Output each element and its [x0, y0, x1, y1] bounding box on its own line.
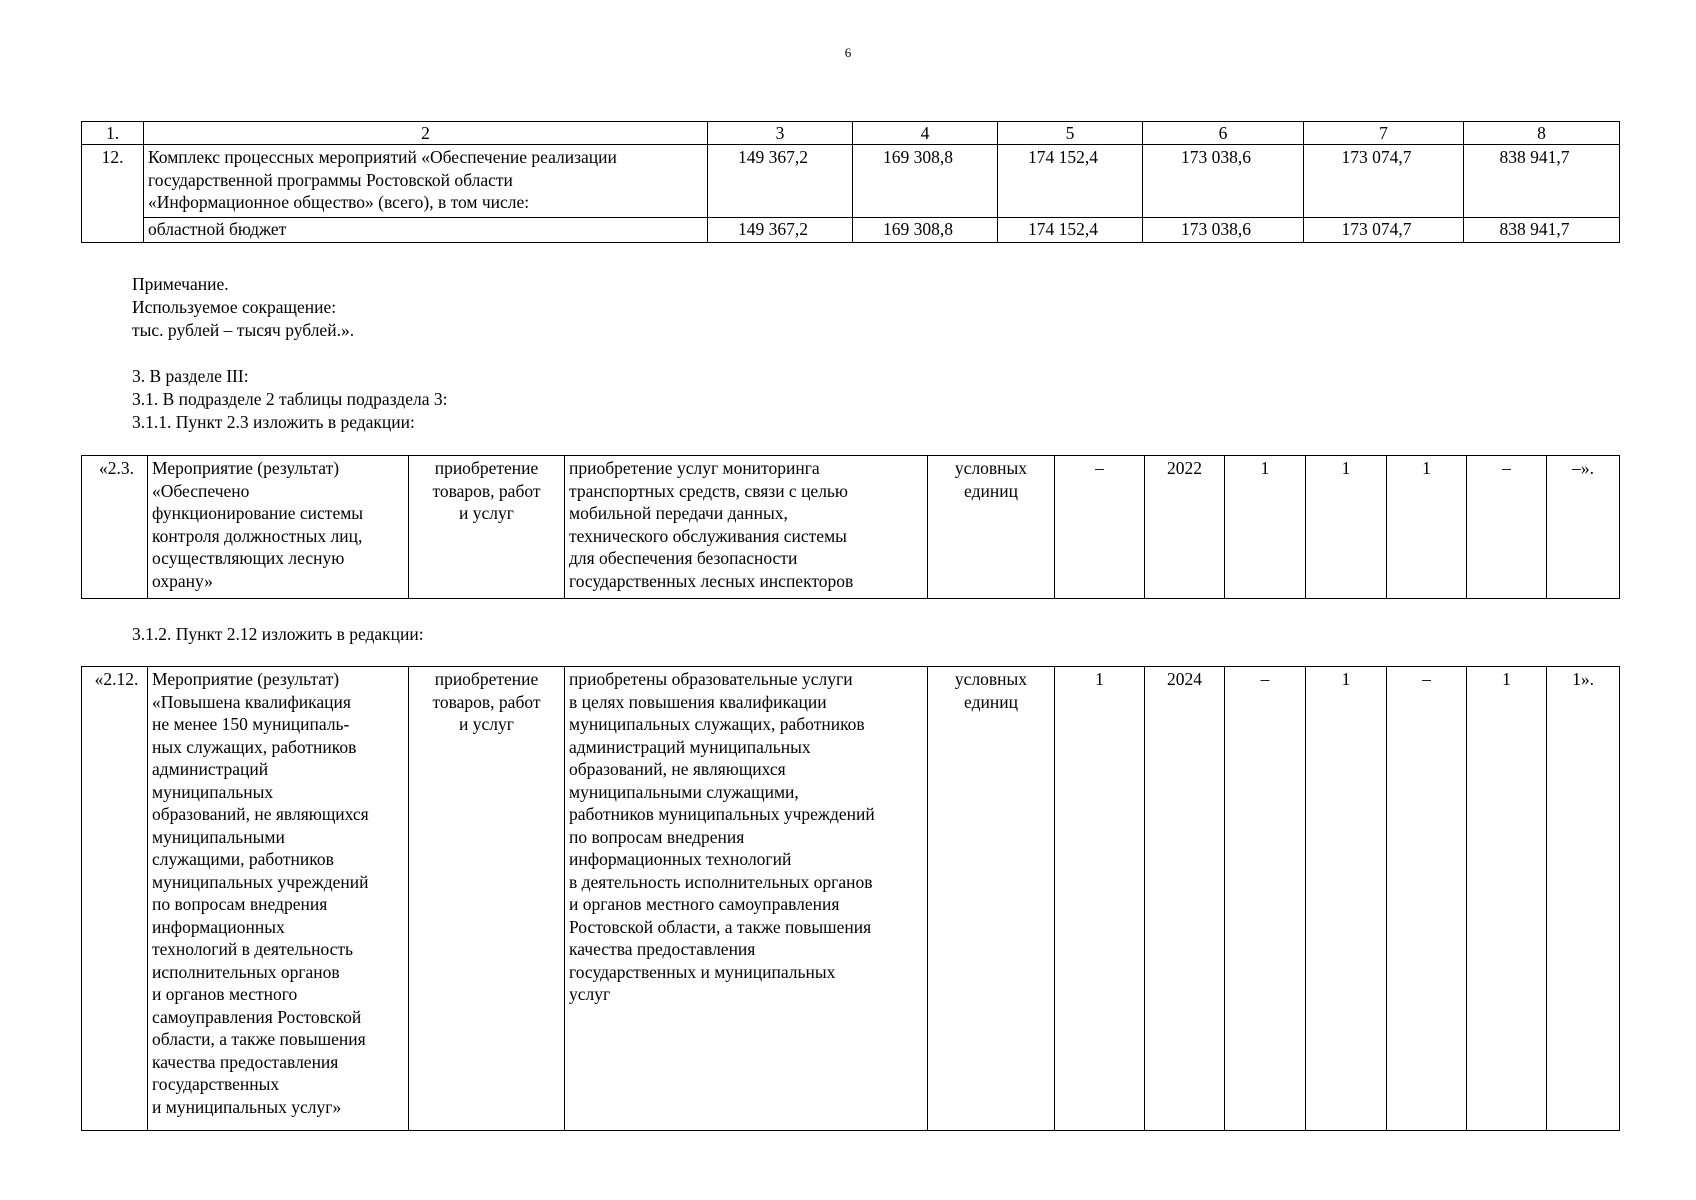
value-cell: 173 074,7 [1304, 145, 1464, 218]
column-header: 7 [1304, 122, 1464, 145]
value-cell: 174 152,4 [998, 145, 1143, 218]
value-cell: 149 367,2 [708, 218, 853, 243]
row-name: Комплекс процессных мероприятий «Обеспечение реализации государственной программы Ростовской области «Информационное общество» (всего), в том числе: [144, 145, 708, 218]
table-row [82, 456, 1620, 599]
value-cell: 1 [1055, 667, 1145, 1131]
item-description: приобретение услуг мониторинга транспортных средств, связи с целью мобильной передачи данных, технического обслуживания системы для обеспечения безопасности государственных лесных инспекторов [565, 456, 928, 599]
value-cell: 173 038,6 [1143, 145, 1304, 218]
value-cell: –». [1547, 456, 1620, 599]
value-cell: 1 [1387, 456, 1467, 599]
table-header-row [82, 122, 1620, 145]
column-header: 3 [708, 122, 853, 145]
value-cell: 169 308,8 [853, 145, 998, 218]
value-cell: 174 152,4 [998, 218, 1143, 243]
item-unit: условных единиц [928, 667, 1055, 1131]
column-header: 6 [1143, 122, 1304, 145]
amendment-paragraph: 3. В разделе III: [132, 366, 249, 386]
amendment-paragraph: 3.1.2. Пункт 2.12 изложить в редакции: [132, 624, 424, 644]
item-type: приобретение товаров, работ и услуг [409, 456, 565, 599]
value-cell: – [1387, 667, 1467, 1131]
financing-table [81, 121, 1620, 243]
value-cell: 1 [1467, 667, 1547, 1131]
value-cell: 1 [1306, 456, 1387, 599]
value-cell: 838 941,7 [1464, 145, 1620, 218]
item-code: «2.3. [82, 456, 148, 599]
value-cell: 1 [1225, 456, 1306, 599]
column-header: 8 [1464, 122, 1620, 145]
value-cell: – [1467, 456, 1547, 599]
item-name: Мероприятие (результат) «Обеспечено функционирование системы контроля должностных лиц, осуществляющих лесную охрану» [148, 456, 409, 599]
year-cell: 2022 [1145, 456, 1225, 599]
amendment-paragraph: 3.1.1. Пункт 2.3 изложить в редакции: [132, 412, 415, 432]
table-row [82, 145, 1620, 218]
amendment-paragraph: 3.1. В подразделе 2 таблицы подраздела 3: [132, 389, 448, 409]
column-header: 4 [853, 122, 998, 145]
year-cell: 2024 [1145, 667, 1225, 1131]
item-code: «2.12. [82, 667, 148, 1131]
value-cell: 169 308,8 [853, 218, 998, 243]
row-number: 12. [82, 145, 144, 243]
value-cell: 173 038,6 [1143, 218, 1304, 243]
table-row [82, 667, 1620, 1131]
item-type: приобретение товаров, работ и услуг [409, 667, 565, 1131]
page-number: 6 [844, 45, 852, 60]
column-header: 1. [82, 122, 144, 145]
value-cell: 173 074,7 [1304, 218, 1464, 243]
value-cell: – [1055, 456, 1145, 599]
item-unit: условных единиц [928, 456, 1055, 599]
value-cell: 1». [1547, 667, 1620, 1131]
value-cell: 149 367,2 [708, 145, 853, 218]
note-abbreviation-label: Используемое сокращение: [132, 297, 337, 317]
value-cell: 838 941,7 [1464, 218, 1620, 243]
item-name: Мероприятие (результат) «Повышена квалификация не менее 150 муниципаль- ных служащих, работников администраций муниципальных образований, не являющихся муниципальными служащими, работников муниципальных учреждений по вопросам внедрения информационных технологий в деятельность исполнительных органов и органов местного самоуправления Ростовской области, а также повышения качества предоставления государственных и муниципальных услуг» [148, 667, 409, 1131]
column-header: 5 [998, 122, 1143, 145]
value-cell: 1 [1306, 667, 1387, 1131]
item-description: приобретены образовательные услуги в целях повышения квалификации муниципальных служащих, работников администраций муниципальных образований, не являющихся муниципальными служащими, работников муниципальных учреждений по вопросам внедрения информационных технологий в деятельность исполнительных органов и органов местного самоуправления Ростовской области, а также повышения качества предоставления государственных и муниципальных услуг [565, 667, 928, 1131]
value-cell: – [1225, 667, 1306, 1131]
row-name: областной бюджет [144, 218, 708, 243]
column-header: 2 [144, 122, 708, 145]
item-2-12-table [81, 666, 1620, 1131]
item-2-3-table [81, 455, 1620, 599]
note-abbreviation: тыс. рублей – тысяч рублей.». [132, 320, 355, 340]
note-title: Примечание. [132, 274, 229, 294]
table-row [82, 218, 1620, 243]
